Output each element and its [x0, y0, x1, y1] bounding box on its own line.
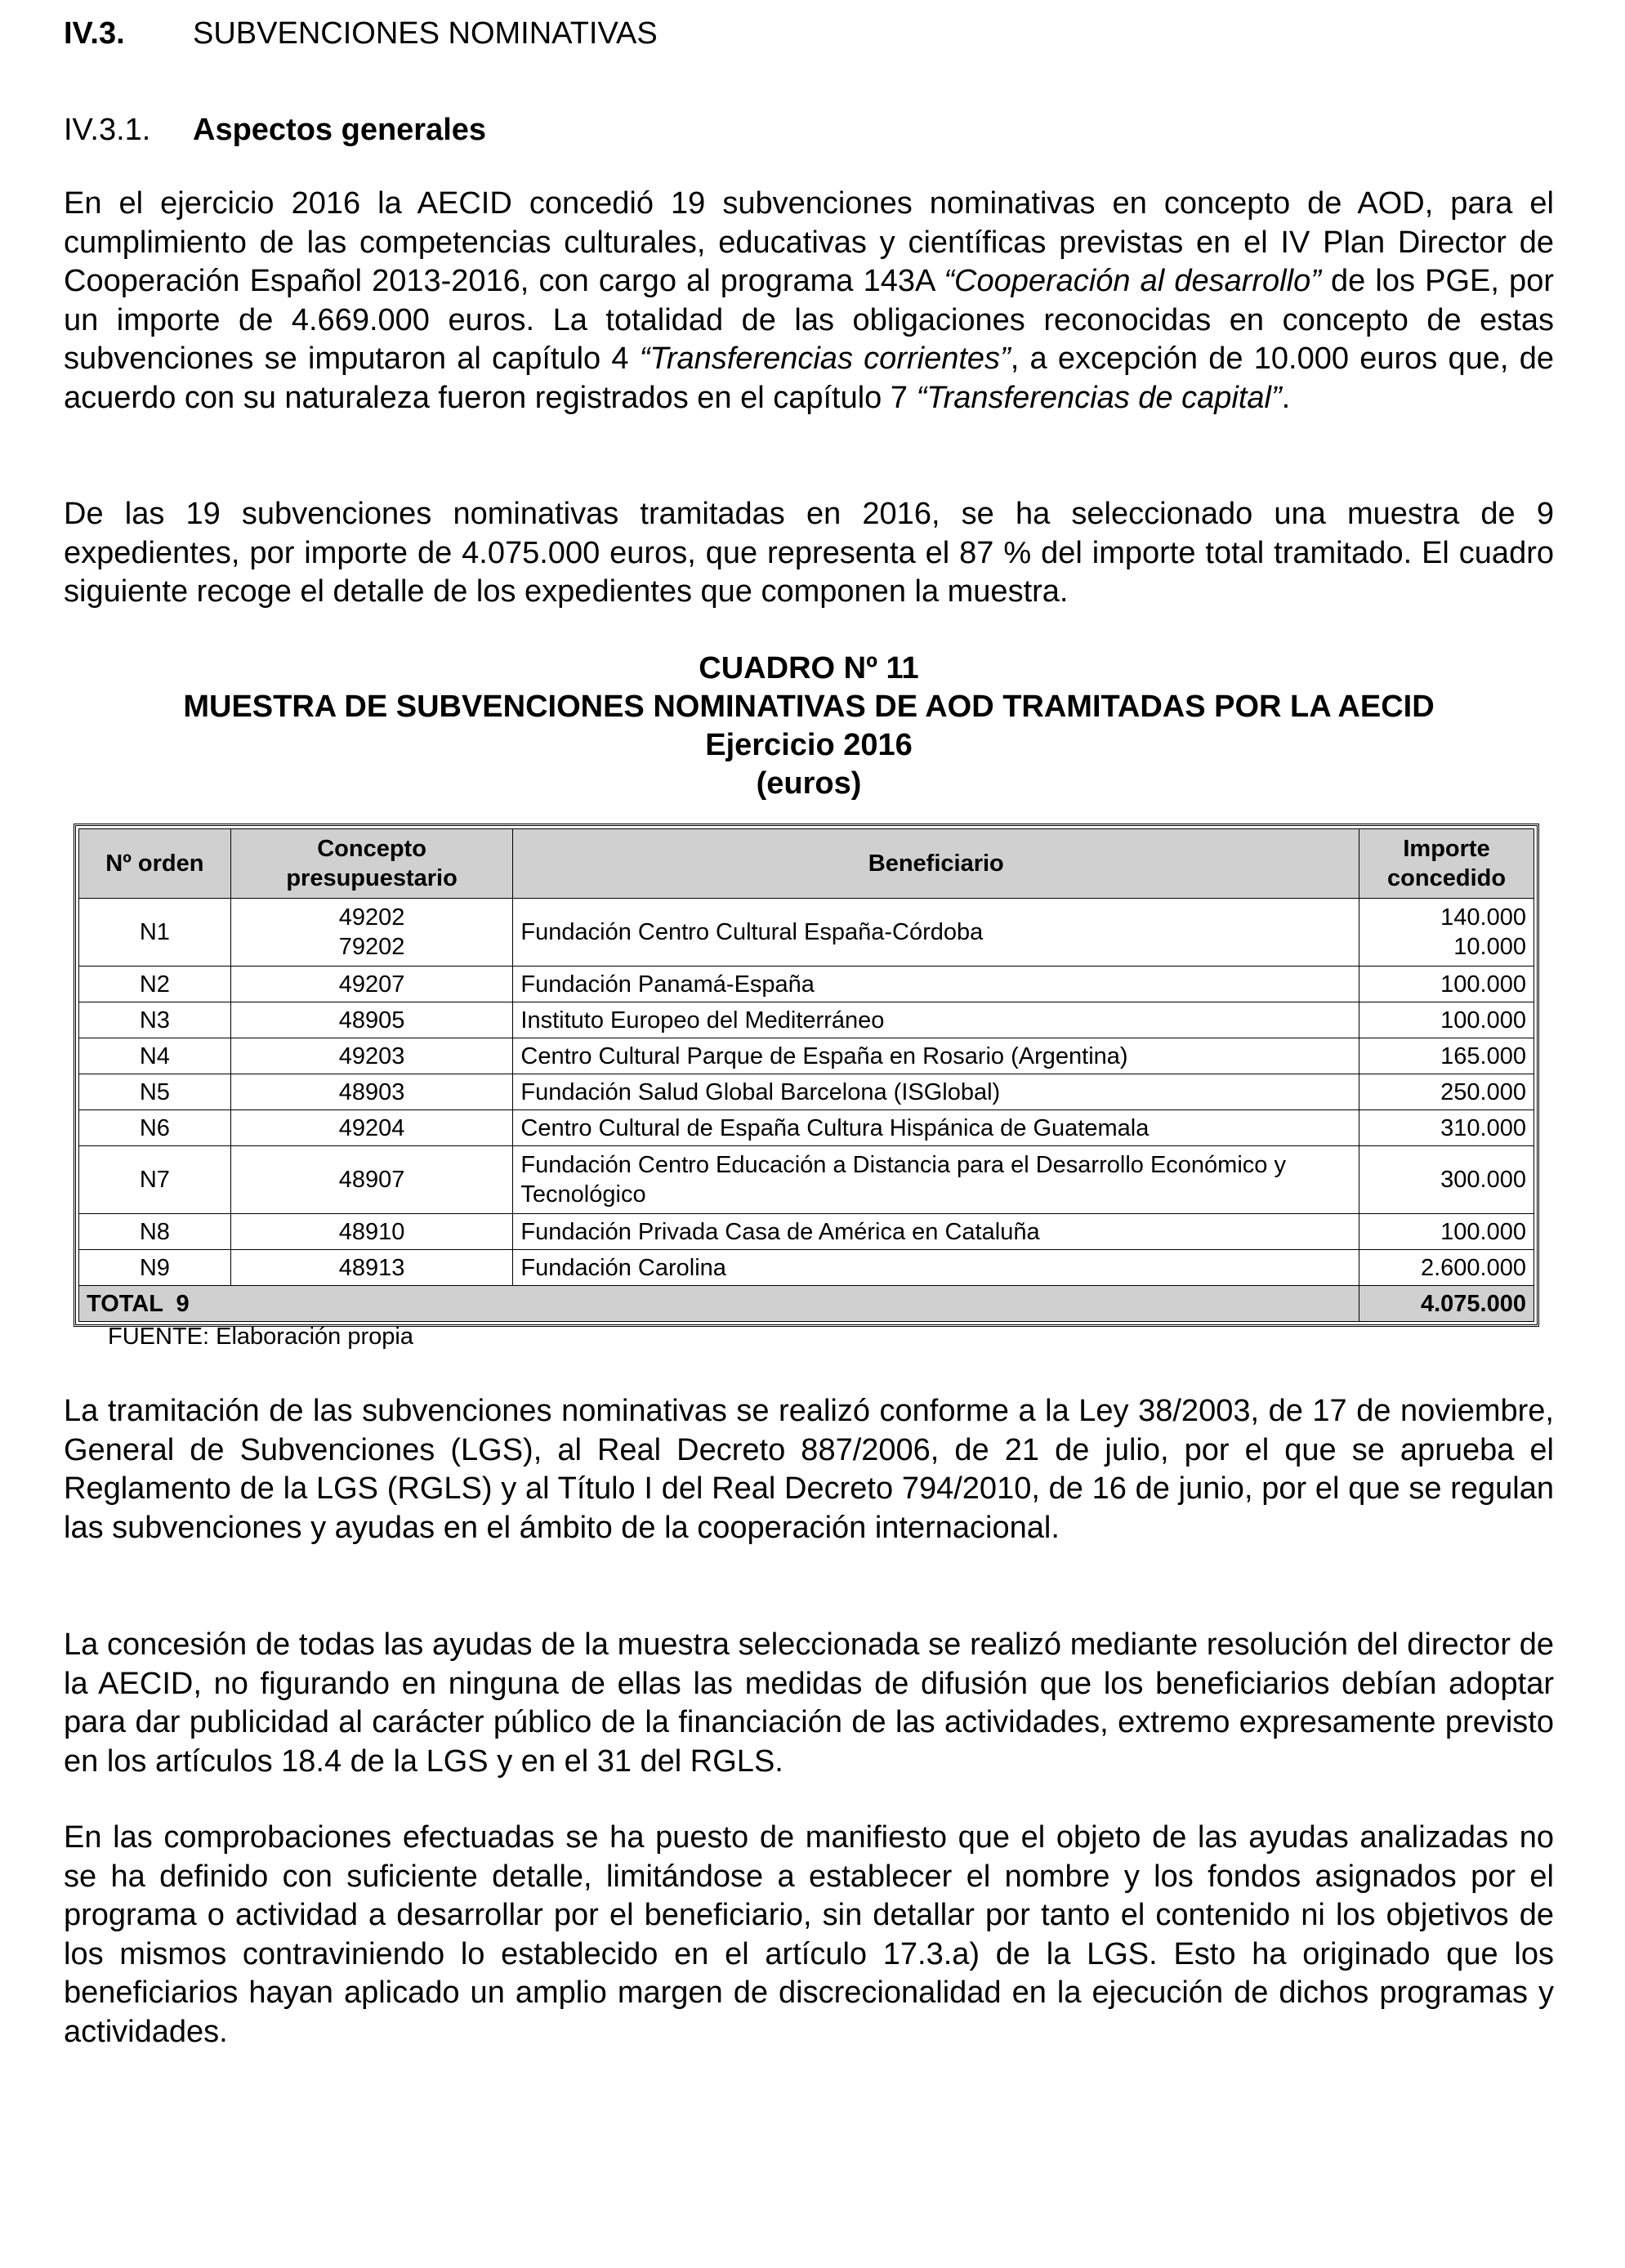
caption-year: Ejercicio 2016: [705, 728, 913, 762]
header-orden: Nº orden: [79, 829, 231, 899]
subsection-title: Aspectos generales: [193, 113, 487, 147]
cell-concepto: 49203: [230, 1038, 513, 1074]
table-row: [79, 899, 1534, 967]
cell-importe: 300.000: [1359, 1146, 1534, 1214]
cell-concepto: 48903: [230, 1074, 513, 1110]
subsection-heading: [64, 113, 486, 148]
section-number: IV.3.: [64, 16, 125, 51]
paragraph-4: La concesión de todas las ayudas de la muestra seleccionada se realizó mediante resolución del director de la AECID, no figurando en ninguna de ellas las medidas de difusión que los beneficiarios debían adoptar para dar publicidad al carácter público de la financiación de las actividades, extremo expresamente previsto en los artículos 18.4 de la LGS y en el 31 del RGLS.: [64, 1627, 1554, 1779]
cell-importe-line-2: 10.000: [1453, 934, 1526, 960]
cell-importe: 250.000: [1359, 1074, 1534, 1110]
table-total-row: [79, 1286, 1534, 1322]
section-heading: [64, 16, 658, 51]
table-caption: [64, 650, 1554, 803]
header-concepto: Concepto presupuestario: [230, 829, 513, 899]
paragraph-1-italic-a: “Cooperación al desarrollo”: [944, 264, 1321, 298]
paragraph-1: [64, 185, 1554, 417]
paragraph-1-text-c: , a excepción de 10.000 euros que, de acuerdo con su naturaleza fueron registrados en el capítulo 7: [64, 342, 1554, 415]
table-row: [79, 1074, 1534, 1110]
total-label: TOTAL 9: [79, 1286, 1359, 1322]
header-beneficiario: Beneficiario: [513, 829, 1359, 899]
cell-beneficiario: Centro Cultural de España Cultura Hispánica de Guatemala: [513, 1110, 1359, 1146]
paragraph-1-text-a: En el ejercicio 2016 la AECID concedió 19 subvenciones nominativas en concepto de AOD, para el cumplimiento de las competencias culturales, educativas y científicas previstas en el IV Plan Director de Cooperación Español 2013-2016, con cargo al programa 143A: [64, 186, 1554, 298]
cell-beneficiario: Fundación Salud Global Barcelona (ISGlobal): [513, 1074, 1359, 1110]
cell-orden: N2: [79, 967, 231, 1002]
paragraph-1-italic-b: “Transferencias corrientes”: [639, 342, 1011, 376]
cell-beneficiario: Fundación Carolina: [513, 1250, 1359, 1286]
header-importe: Importe concedido: [1359, 829, 1534, 899]
cell-concepto: 48913: [230, 1250, 513, 1286]
cell-concepto: 48907: [230, 1146, 513, 1214]
cell-beneficiario: Fundación Panamá-España: [513, 967, 1359, 1002]
cell-orden: N1: [79, 899, 231, 967]
cell-concepto: 48910: [230, 1214, 513, 1250]
table-row: [79, 1002, 1534, 1038]
cell-orden: N5: [79, 1074, 231, 1110]
cell-concepto-line-2: 79202: [338, 934, 405, 960]
cell-concepto: [230, 899, 513, 967]
cell-concepto: 49204: [230, 1110, 513, 1146]
cell-concepto-line-1: 49202: [338, 904, 405, 931]
cell-beneficiario: Instituto Europeo del Mediterráneo: [513, 1002, 1359, 1038]
caption-number: CUADRO Nº 11: [699, 651, 919, 685]
cell-orden: N9: [79, 1250, 231, 1286]
cell-beneficiario: Centro Cultural Parque de España en Rosario (Argentina): [513, 1038, 1359, 1074]
cell-importe: 100.000: [1359, 967, 1534, 1002]
paragraph-1-text-b: de los PGE, por un importe de 4.669.000 euros. La totalidad de las obligaciones reconocidas en concepto de estas subvenciones se imputaron al capítulo 4: [64, 264, 1554, 376]
cell-beneficiario: Fundación Privada Casa de América en Cataluña: [513, 1214, 1359, 1250]
cell-orden: N4: [79, 1038, 231, 1074]
cell-importe: 310.000: [1359, 1110, 1534, 1146]
cell-importe: 165.000: [1359, 1038, 1534, 1074]
cell-concepto: 49207: [230, 967, 513, 1002]
table-row: [79, 1214, 1534, 1250]
table-row: [79, 1146, 1534, 1214]
cell-importe: 100.000: [1359, 1002, 1534, 1038]
cell-beneficiario: Fundación Centro Educación a Distancia para el Desarrollo Económico y Tecnológico: [513, 1146, 1359, 1214]
caption-title: MUESTRA DE SUBVENCIONES NOMINATIVAS DE AOD TRAMITADAS POR LA AECID: [183, 690, 1435, 724]
total-value: 4.075.000: [1359, 1286, 1534, 1322]
cell-orden: N6: [79, 1110, 231, 1146]
table-row: [79, 1038, 1534, 1074]
paragraph-1-italic-c: “Transferencias de capital”: [916, 380, 1282, 415]
table-row: [79, 1250, 1534, 1286]
caption-units: (euros): [756, 766, 862, 801]
cell-importe: 2.600.000: [1359, 1250, 1534, 1286]
paragraph-5: En las comprobaciones efectuadas se ha puesto de manifiesto que el objeto de las ayudas analizadas no se ha definido con suficiente detalle, limitándose a establecer el nombre y los fondos asignados por el programa o actividad a desarrollar por el beneficiario, sin detallar por tanto el contenido ni los objetivos de los mismos contraviniendo lo establecido en el artículo 17.3.a) de la LGS. Esto ha originado que los beneficiarios hayan aplicado un amplio margen de discrecionalidad en la ejecución de dichos programas y actividades.: [64, 1820, 1554, 2049]
table-source: FUENTE: Elaboración propia: [108, 1324, 413, 1350]
cell-concepto: 48905: [230, 1002, 513, 1038]
cell-importe: 100.000: [1359, 1214, 1534, 1250]
paragraph-3: La tramitación de las subvenciones nominativas se realizó conforme a la Ley 38/2003, de 17 de noviembre, General de Subvenciones (LGS), al Real Decreto 887/2006, de 21 de julio, por el que se aprueba el Reglamento de la LGS (RGLS) y al Título I del Real Decreto 794/2010, de 16 de junio, por el que se regulan las subvenciones y ayudas en el ámbito de la cooperación internacional.: [64, 1394, 1554, 1545]
table-frame: [74, 824, 1539, 1327]
paragraph-2: De las 19 subvenciones nominativas tramitadas en 2016, se ha seleccionado una muestra de 9 expedientes, por importe de 4.075.000 euros, que representa el 87 % del importe total tramitado. El cuadro siguiente recoge el detalle de los expedientes que componen la muestra.: [64, 497, 1554, 609]
cell-orden: N8: [79, 1214, 231, 1250]
paragraph-1-text-d: .: [1281, 380, 1291, 415]
subsection-number: IV.3.1.: [64, 113, 151, 147]
cell-beneficiario: Fundación Centro Cultural España-Córdoba: [513, 899, 1359, 967]
section-title: SUBVENCIONES NOMINATIVAS: [193, 16, 658, 51]
cell-orden: N3: [79, 1002, 231, 1038]
subsidies-table: [78, 828, 1534, 1322]
table-header-row: [79, 829, 1534, 899]
cell-importe-line-1: 140.000: [1440, 904, 1526, 931]
table-row: [79, 967, 1534, 1002]
table-row: [79, 1110, 1534, 1146]
cell-importe: [1359, 899, 1534, 967]
cell-orden: N7: [79, 1146, 231, 1214]
